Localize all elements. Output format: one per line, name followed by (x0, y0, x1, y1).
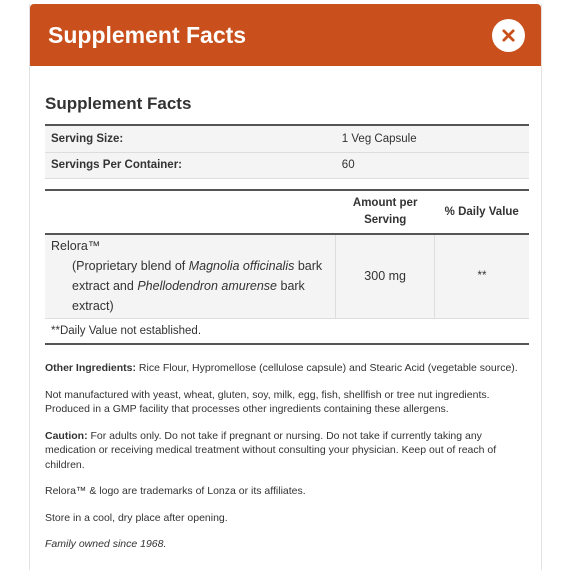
ingredient-species-1: Magnolia officinalis (188, 259, 295, 274)
daily-value-footnote: **Daily Value not established. (45, 318, 529, 344)
product-notes (45, 361, 529, 552)
close-icon (501, 28, 516, 43)
modal-title: Supplement Facts (48, 21, 247, 48)
caution-label: Caution: (45, 429, 88, 442)
storage-statement: Store in a cool, dry place after opening. (45, 511, 228, 524)
ingredient-amount: 300 mg (336, 234, 435, 318)
other-ingredients (45, 361, 529, 376)
ingredient-desc-part1: (Proprietary blend of (72, 259, 189, 274)
servings-label: Servings Per Container: (45, 152, 336, 178)
amount-header-line1: Amount per (352, 197, 418, 209)
ingredient-cell (45, 234, 336, 318)
caution-text: For adults only. Do not take if pregnant or nursing. Do not take if currently taking any medication or receiving medical treatment without consulting your physician. Keep out of reach of children. (45, 429, 497, 471)
family-owned-statement (45, 537, 529, 552)
table-row-servings-per-container (45, 152, 529, 178)
modal-body (30, 66, 541, 552)
table-spacer (45, 178, 529, 190)
close-button[interactable] (492, 19, 525, 52)
trademark-statement: Relora™ & logo are trademarks of Lonza or its affiliates. (45, 485, 306, 497)
ingredient-daily-value: ** (435, 234, 529, 318)
servings-value: 60 (336, 152, 529, 178)
other-ingredients-label: Other Ingredients: (45, 362, 137, 374)
ingredient-header (45, 190, 336, 234)
other-ingredients-text: Rice Flour, Hypromellose (cellulose capsule) and Stearic Acid (vegetable source). (136, 362, 518, 374)
amount-header-line2: Serving (364, 214, 407, 226)
supplement-facts-table (45, 124, 529, 345)
section-title: Supplement Facts (45, 94, 192, 113)
allergen-line1: Not manufactured with yeast, wheat, gluten, soy, milk, egg, fish, shellfish or tree nut ingredients. (45, 388, 490, 401)
supplement-facts-modal (29, 4, 542, 570)
caution-statement (45, 429, 529, 473)
ingredient-species-2: Phellodendron amurense (137, 279, 278, 294)
serving-size-value: 1 Veg Capsule (336, 125, 529, 152)
allergen-statement (45, 388, 529, 417)
table-row-footnote (45, 318, 529, 344)
amount-header (336, 190, 435, 234)
serving-size-label: Serving Size: (45, 125, 336, 152)
allergen-line2: Produced in a GMP facility that processes other ingredients containing these allergens. (45, 403, 449, 415)
ingredient-description (51, 256, 329, 316)
ingredient-desc-part3: bark extract) (72, 279, 305, 314)
table-header-row (45, 190, 529, 234)
ingredient-name: Relora™ (51, 239, 101, 254)
table-row-ingredient (45, 234, 529, 318)
ingredient-desc-part2: bark extract and (72, 259, 323, 294)
family-owned-text: Family owned since 1968. (45, 538, 167, 550)
daily-value-header: % Daily Value (435, 190, 529, 234)
modal-header (30, 4, 541, 66)
table-row-serving-size (45, 125, 529, 152)
